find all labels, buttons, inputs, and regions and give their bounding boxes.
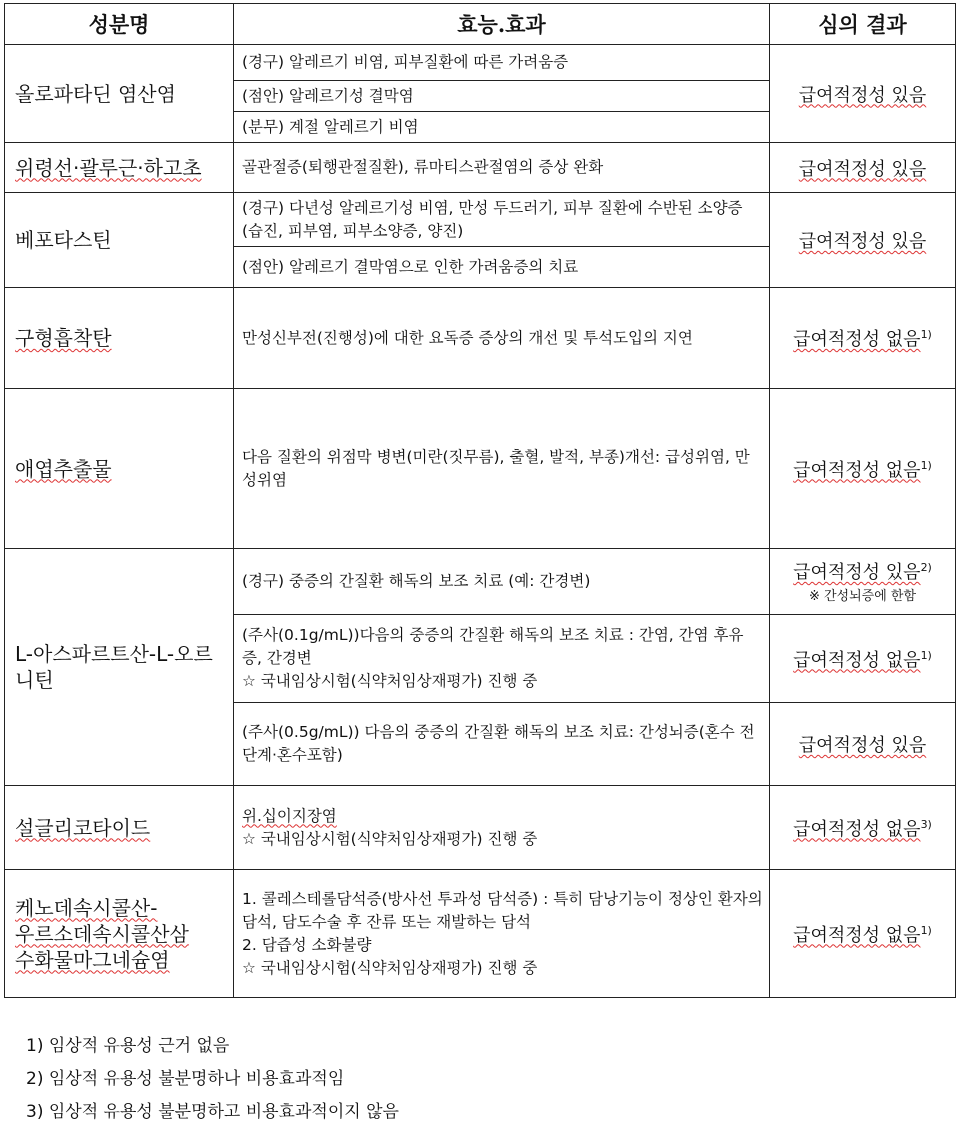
review-result: 급여적정성 있음: [770, 703, 956, 786]
table-row: [5, 143, 956, 193]
efficacy-text: (경구) 알레르기 비염, 피부질환에 따른 가려움증: [234, 45, 770, 81]
review-result: 급여적정성 없음$^{1)}$: [770, 615, 956, 703]
footnote-2: 2) 임상적 유용성 불분명하나 비용효과적임: [26, 1069, 345, 1089]
efficacy-text: (경구) 다년성 알레르기성 비염, 만성 두드러기, 피부 질환에 수반된 소양증(습진, 피부염, 피부소양증, 양진): [234, 193, 770, 247]
table-row: [5, 193, 956, 247]
efficacy-text: (경구) 중증의 간질환 해독의 보조 치료 (예: 간경변): [234, 549, 770, 615]
drug-review-table: [4, 3, 956, 998]
footnote-marker: 2): [920, 561, 932, 574]
ingredient-name: 설글리코타이드: [5, 786, 234, 870]
footnote-marker: 1): [920, 458, 932, 472]
efficacy-text: (점안) 알레르기성 결막염: [234, 81, 770, 112]
ingredient-name: 베포타스틴: [5, 193, 234, 288]
footnote-marker: 1): [920, 328, 932, 341]
ingredient-name: 구형흡착탄: [5, 288, 234, 389]
table-row: [5, 870, 956, 998]
efficacy-text: (주사(0.5g/mL)) 다음의 중증의 간질환 해독의 보조 치료: 간성뇌증(혼수 전단계·혼수포함): [234, 703, 770, 786]
footnote-marker: 1): [920, 923, 932, 937]
review-result: 급여적정성 없음$^{3)}$: [770, 786, 956, 870]
footnote-marker: 3): [920, 817, 932, 831]
table-row: [5, 45, 956, 81]
review-result: 급여적정성 있음: [770, 45, 956, 143]
result-note: ※ 간성뇌증에 한함: [808, 589, 917, 604]
table-row: [5, 786, 956, 870]
table-header-row: [5, 4, 956, 45]
header-ingredient: 성분명: [5, 4, 234, 45]
efficacy-text: 위.십이지장염 ☆ 국내임상시험(식약처임상재평가) 진행 중: [234, 786, 770, 870]
efficacy-text: 골관절증(퇴행관절질환), 류마티스관절염의 증상 완화: [234, 143, 770, 193]
efficacy-text: (점안) 알레르기 결막염으로 인한 가려움증의 치료: [234, 247, 770, 288]
ingredient-name: 케노데속시콜산- 우르소데속시콜산삼 수화물마그네슘염: [5, 870, 234, 998]
header-efficacy: 효능.효과: [234, 4, 770, 45]
header-result: 심의 결과: [770, 4, 956, 45]
footnotes: [26, 1030, 399, 1129]
footnote-1: 1) 임상적 유용성 근거 없음: [26, 1036, 230, 1056]
efficacy-text: 다음 질환의 위점막 병변(미란(짓무름), 출혈, 발적, 부종)개선: 급성위염, 만성위염: [234, 389, 770, 549]
review-result: 급여적정성 있음: [770, 193, 956, 288]
ingredient-name: 올로파타딘 염산염: [5, 45, 234, 143]
table-row: [5, 389, 956, 549]
review-result: 급여적정성 있음$^{2)}$ ※ 간성뇌증에 한함: [770, 549, 956, 615]
efficacy-text: (분무) 계절 알레르기 비염: [234, 112, 770, 143]
review-result: 급여적정성 없음$^{1)}$: [770, 288, 956, 389]
efficacy-text: 1. 콜레스테롤담석증(방사선 투과성 담석증) : 특히 담낭기능이 정상인 환자의 담석, 담도수술 후 잔류 또는 재발하는 담석 2. 담즙성 소화불량 ☆ 국내임상시험(식약처임상재평가) 진행 중: [234, 870, 770, 998]
ingredient-name: 애엽추출물: [5, 389, 234, 549]
review-result: 급여적정성 있음: [770, 143, 956, 193]
table-row: [5, 288, 956, 389]
efficacy-text: 만성신부전(진행성)에 대한 요독증 증상의 개선 및 투석도입의 지연: [234, 288, 770, 389]
table-row: [5, 549, 956, 615]
review-result: 급여적정성 없음$^{1)}$: [770, 870, 956, 998]
footnote-3: 3) 임상적 유용성 불분명하고 비용효과적이지 않음: [26, 1102, 399, 1122]
ingredient-name: L-아스파르트산-L-오르니틴: [5, 549, 234, 786]
ingredient-name: 위령선·괄루근·하고초: [5, 143, 234, 193]
review-result: 급여적정성 없음$^{1)}$: [770, 389, 956, 549]
efficacy-text: (주사(0.1g/mL))다음의 중증의 간질환 해독의 보조 치료 : 간염, 간염 후유증, 간경변 ☆ 국내임상시험(식약처임상재평가) 진행 중: [234, 615, 770, 703]
footnote-marker: 1): [920, 648, 932, 662]
